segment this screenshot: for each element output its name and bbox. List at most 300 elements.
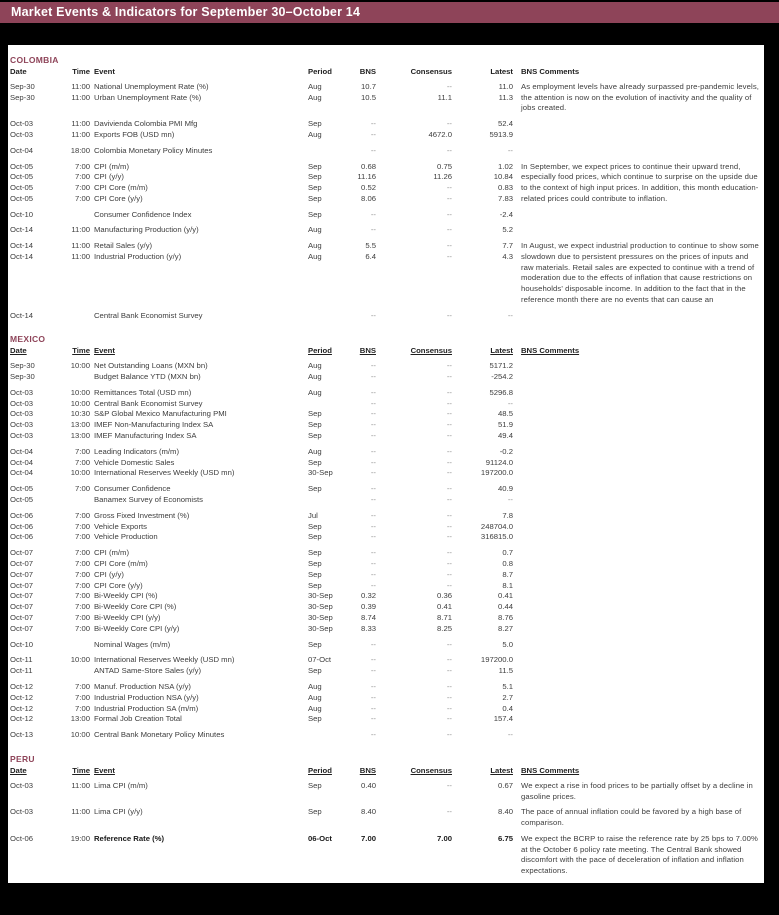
event-row	[10, 468, 513, 479]
cell-period: 30-Sep	[308, 591, 333, 601]
cell-period: Sep	[308, 193, 322, 203]
cell-bns: --	[370, 521, 376, 531]
section-title-peru: PERU	[10, 754, 35, 764]
cell-period	[306, 730, 352, 741]
cell-consensus: --	[446, 521, 452, 531]
event-row	[10, 409, 513, 420]
cell-time: 7:00	[75, 623, 90, 633]
cell-latest: -254.2	[491, 372, 513, 382]
event-rows	[10, 146, 513, 157]
cell-consensus: 8.25	[437, 623, 452, 633]
event-rows	[10, 682, 513, 725]
event-row	[10, 82, 513, 93]
cell-consensus: --	[446, 183, 452, 193]
cell-date: Oct-03	[10, 119, 34, 129]
cell-date: Oct-05	[10, 183, 34, 193]
cell-consensus: 0.75	[437, 161, 452, 171]
cell-latest: 8.7	[502, 569, 513, 579]
cell-time: 7:00	[75, 510, 90, 520]
cell-date: Sep-30	[10, 361, 35, 371]
cell-event: Lima CPI (m/m)	[94, 781, 148, 790]
cell-date: Oct-14	[10, 225, 34, 235]
cell-event: Industrial Production NSA (y/y)	[94, 692, 199, 702]
event-row	[10, 522, 513, 533]
cell-latest: 5.2	[502, 225, 513, 235]
cell-event: Vehicle Production	[94, 532, 158, 542]
cell-consensus: --	[446, 730, 452, 740]
cell-latest: 2.7	[502, 692, 513, 702]
column-header-latest: Latest	[490, 346, 513, 356]
cell-latest: 5.0	[502, 639, 513, 649]
cell-event: Colombia Monetary Policy Minutes	[94, 145, 213, 155]
cell-event: Central Bank Economist Survey	[94, 398, 203, 408]
cell-date: Oct-03	[10, 387, 34, 397]
cell-consensus: --	[446, 559, 452, 569]
event-rows	[10, 388, 513, 442]
cell-period: Aug	[308, 361, 322, 371]
cell-event: Exports FOB (USD mn)	[94, 129, 175, 139]
cell-bns: --	[370, 580, 376, 590]
cell-bns: --	[370, 420, 376, 430]
cell-time: 7:00	[75, 682, 90, 692]
cell-period: Sep	[308, 183, 322, 193]
cell-bns: --	[370, 682, 376, 692]
cell-date: Oct-12	[10, 682, 34, 692]
cell-event: Bi-Weekly Core CPI (%)	[94, 602, 177, 612]
event-rows	[10, 640, 513, 651]
cell-period: Sep	[308, 532, 322, 542]
event-group	[10, 730, 762, 741]
cell-event: Manufacturing Production (y/y)	[94, 225, 199, 235]
cell-period: Sep	[308, 172, 322, 182]
cell-event: Vehicle Domestic Sales	[94, 457, 175, 467]
cell-time: 7:00	[75, 559, 90, 569]
event-row	[10, 834, 513, 845]
cell-time: 7:00	[75, 602, 90, 612]
cell-date: Oct-04	[10, 457, 34, 467]
event-group	[10, 311, 762, 322]
column-header-event: Event	[94, 766, 115, 775]
cell-time: 11:00	[71, 241, 90, 251]
event-row	[10, 714, 513, 725]
cell-latest: 6.75	[498, 833, 513, 843]
cell-bns: --	[370, 559, 376, 569]
cell-latest: 8.40	[498, 807, 513, 817]
event-group	[10, 781, 762, 802]
cell-period: Sep	[308, 559, 322, 569]
cell-latest: --	[507, 730, 513, 740]
cell-bns: --	[370, 666, 376, 676]
cell-consensus: 11.1	[437, 92, 452, 102]
cell-time: 7:00	[75, 580, 90, 590]
column-header-time: Time	[72, 67, 90, 76]
cell-time	[58, 372, 90, 383]
cell-event: Industrial Production SA (m/m)	[94, 703, 199, 713]
event-row	[10, 146, 513, 157]
cell-date: Oct-11	[10, 666, 33, 676]
cell-consensus: --	[446, 209, 452, 219]
bns-comment: We expect the BCRP to raise the reference rate by 25 bps to 7.00% at the October 6 policy rate meeting. The Central Bank showed discomfort with the pace of deceleration of inflation and inflation expectations.	[521, 833, 758, 875]
cell-event: Davivienda Colombia PMI Mfg	[94, 119, 198, 129]
cell-event: Leading Indicators (m/m)	[94, 446, 180, 456]
cell-latest: 49.4	[498, 431, 513, 441]
bns-comment: In August, we expect industrial production to continue to show some slowdown due to persistent pressures on the prices of inputs and raw materials. Retail sales are expected to continue with a trend of moderation due to the effects of inflation that cause restrictions on households' disposable income. In addition to the fact that in the reference month there are no events that can cause an	[521, 241, 759, 304]
cell-period: Aug	[308, 387, 322, 397]
cell-consensus: --	[446, 532, 452, 542]
event-row	[10, 311, 513, 322]
cell-period: Aug	[308, 225, 322, 235]
cell-date: Oct-07	[10, 602, 34, 612]
cell-consensus: --	[446, 655, 452, 665]
cell-bns: --	[370, 372, 376, 382]
cell-time: 7:00	[75, 591, 90, 601]
cell-consensus: 0.41	[437, 602, 452, 612]
cell-time: 10:00	[70, 655, 90, 665]
cell-event: Remittances Total (USD mn)	[94, 387, 192, 397]
cell-date: Oct-12	[10, 692, 34, 702]
cell-time: 10:00	[70, 361, 90, 371]
event-group	[10, 807, 762, 828]
cell-bns: --	[370, 361, 376, 371]
cell-date: Oct-03	[10, 807, 34, 817]
cell-bns: --	[370, 209, 376, 219]
cell-latest: 5296.8	[489, 387, 513, 397]
cell-latest: 91124.0	[485, 457, 513, 467]
cell-consensus: --	[446, 666, 452, 676]
cell-bns: --	[370, 398, 376, 408]
event-row	[10, 781, 513, 792]
event-rows	[10, 655, 513, 677]
cell-event: ANTAD Same-Store Sales (y/y)	[94, 666, 202, 676]
cell-time: 10:30	[70, 409, 90, 419]
cell-period: Sep	[308, 781, 322, 790]
cell-bns: 0.32	[361, 591, 376, 601]
event-rows	[10, 781, 513, 792]
cell-time: 7:00	[75, 484, 90, 494]
cell-time: 7:00	[75, 548, 90, 558]
cell-period	[306, 311, 352, 322]
cell-latest: --	[507, 145, 513, 155]
event-row	[10, 225, 513, 236]
section-colombia	[10, 55, 762, 321]
cell-time: 7:00	[75, 183, 90, 193]
cell-consensus: --	[446, 420, 452, 430]
cell-event: International Reserves Weekly (USD mn)	[94, 655, 235, 665]
section-peru	[10, 754, 762, 877]
cell-consensus: --	[446, 82, 452, 91]
cell-bns: --	[370, 484, 376, 494]
cell-bns: 8.74	[361, 613, 376, 623]
cell-consensus: --	[446, 372, 452, 382]
cell-time	[58, 210, 90, 221]
column-header-time: Time	[72, 346, 90, 356]
cell-period: Sep	[308, 457, 322, 467]
bns-comment: We expect a rise in food prices to be partially offset by a decline in gasoline prices.	[521, 781, 753, 801]
event-row	[10, 591, 513, 602]
cell-time: 7:00	[75, 161, 90, 171]
cell-consensus: --	[446, 468, 452, 478]
cell-time: 13:00	[70, 714, 90, 724]
cell-date: Oct-14	[10, 252, 34, 262]
cell-consensus: 8.71	[437, 613, 452, 623]
cell-bns: 0.68	[361, 161, 376, 171]
cell-date: Oct-05	[10, 495, 34, 505]
event-row	[10, 361, 513, 372]
cell-latest: 11.3	[498, 92, 513, 102]
cell-consensus: --	[446, 225, 452, 235]
cell-consensus: --	[446, 714, 452, 724]
cell-time: 10:00	[70, 468, 90, 478]
cell-bns: 8.33	[361, 623, 376, 633]
cell-bns: --	[370, 145, 376, 155]
cell-latest: --	[507, 495, 513, 505]
cell-date: Oct-14	[10, 310, 34, 320]
cell-latest: 0.67	[498, 781, 513, 790]
cell-period: Jul	[308, 510, 318, 520]
event-rows	[10, 548, 513, 634]
column-header-period: Period	[308, 67, 332, 76]
cell-date: Oct-12	[10, 703, 34, 713]
cell-latest: 0.4	[502, 703, 513, 713]
cell-event: Banamex Survey of Economists	[94, 495, 203, 505]
cell-time: 11:00	[71, 82, 90, 91]
cell-latest: 40.9	[498, 484, 513, 494]
cell-period: Aug	[308, 129, 322, 139]
column-header-latest: Latest	[490, 766, 513, 775]
cell-consensus: --	[446, 431, 452, 441]
cell-event: Formal Job Creation Total	[94, 714, 182, 724]
cell-latest: 197200.0	[480, 468, 513, 478]
cell-latest: 8.76	[498, 613, 513, 623]
cell-latest: 51.9	[498, 420, 513, 430]
cell-period: Sep	[308, 580, 322, 590]
cell-event: S&P Global Mexico Manufacturing PMI	[94, 409, 227, 419]
column-header-latest: Latest	[490, 67, 513, 76]
cell-bns: --	[370, 409, 376, 419]
cell-consensus: --	[446, 703, 452, 713]
cell-bns: --	[370, 310, 376, 320]
cell-time: 11:00	[71, 129, 90, 139]
cell-period: 30-Sep	[308, 602, 333, 612]
cell-period: Aug	[308, 92, 322, 102]
event-row	[10, 241, 513, 252]
cell-consensus: --	[446, 387, 452, 397]
cell-period: Aug	[308, 372, 322, 382]
event-row	[10, 602, 513, 613]
event-rows	[10, 361, 513, 383]
cell-time: 7:00	[75, 532, 90, 542]
cell-bns: --	[370, 703, 376, 713]
column-header-date: Date	[10, 346, 27, 356]
event-row	[10, 666, 513, 677]
cell-consensus: --	[446, 409, 452, 419]
cell-date: Oct-05	[10, 193, 34, 203]
column-header-bns: BNS	[359, 766, 376, 775]
event-group	[10, 548, 762, 634]
cell-date: Oct-07	[10, 548, 34, 558]
column-header-row	[10, 345, 762, 356]
cell-period: Sep	[308, 119, 322, 129]
event-group	[10, 241, 762, 305]
cell-time: 7:00	[75, 703, 90, 713]
cell-date: Oct-11	[10, 655, 33, 665]
cell-latest: 8.1	[502, 580, 513, 590]
cell-bns: --	[370, 510, 376, 520]
cell-bns: --	[370, 129, 376, 139]
bns-comment: In September, we expect prices to continue their upward trend, especially food prices, which continue to surprise on the upside due to the context of high input prices. In addition, this month education-related prices could contribute to inflation.	[521, 161, 759, 203]
event-rows	[10, 225, 513, 236]
cell-bns: 6.4	[365, 252, 376, 262]
cell-latest: 5171.2	[489, 361, 513, 371]
cell-date: Oct-06	[10, 532, 34, 542]
cell-event: CPI (y/y)	[94, 172, 124, 182]
cell-event: Budget Balance YTD (MXN bn)	[94, 372, 201, 382]
cell-bns: 0.52	[361, 183, 376, 193]
cell-bns: --	[370, 532, 376, 542]
event-row	[10, 532, 513, 543]
event-rows	[10, 730, 513, 741]
event-row	[10, 613, 513, 624]
cell-date: Oct-10	[10, 639, 34, 649]
event-group	[10, 447, 762, 479]
cell-consensus: --	[446, 510, 452, 520]
cell-latest: 0.83	[498, 183, 513, 193]
event-rows	[10, 210, 513, 221]
event-row	[10, 399, 513, 410]
cell-consensus: --	[446, 484, 452, 494]
event-row	[10, 570, 513, 581]
event-row	[10, 484, 513, 495]
cell-period: Aug	[308, 252, 322, 262]
cell-period: Sep	[308, 639, 322, 649]
cell-consensus: --	[446, 310, 452, 320]
cell-bns: --	[370, 655, 376, 665]
cell-latest: --	[507, 398, 513, 408]
cell-latest: 248704.0	[480, 521, 513, 531]
cell-latest: 7.83	[498, 193, 513, 203]
bns-comment: The pace of annual inflation could be favored by a high base of comparison.	[521, 807, 742, 828]
column-header-row	[10, 765, 762, 776]
cell-bns: 5.5	[365, 241, 376, 251]
cell-period: Aug	[308, 682, 322, 692]
cell-event: Consumer Confidence Index	[94, 209, 192, 219]
cell-latest: 0.44	[498, 602, 513, 612]
event-row	[10, 581, 513, 592]
event-group	[10, 682, 762, 725]
cell-period: Sep	[308, 161, 322, 171]
cell-consensus: 4672.0	[428, 129, 452, 139]
cell-event: Manuf. Production NSA (y/y)	[94, 682, 191, 692]
cell-bns: 0.39	[361, 602, 376, 612]
cell-event: Bi-Weekly CPI (%)	[94, 591, 158, 601]
event-row	[10, 93, 513, 104]
cell-period	[306, 146, 352, 157]
cell-consensus: --	[446, 119, 452, 129]
cell-time	[58, 666, 90, 677]
cell-date: Oct-06	[10, 510, 34, 520]
cell-date: Oct-07	[10, 613, 34, 623]
cell-consensus: --	[446, 548, 452, 558]
event-row	[10, 624, 513, 635]
cell-date: Oct-12	[10, 714, 34, 724]
cell-consensus: 11.26	[433, 172, 452, 182]
cell-event: Reference Rate (%)	[94, 833, 165, 843]
cell-event: Bi-Weekly CPI (y/y)	[94, 613, 161, 623]
cell-consensus: --	[446, 692, 452, 702]
cell-event: International Reserves Weekly (USD mn)	[94, 468, 235, 478]
cell-time: 7:00	[75, 457, 90, 467]
cell-date: Oct-03	[10, 781, 34, 790]
cell-date: Sep-30	[10, 92, 35, 102]
cell-latest: 0.7	[502, 548, 513, 558]
cell-date: Sep-30	[10, 82, 35, 91]
cell-latest: -2.4	[499, 209, 513, 219]
event-group	[10, 834, 762, 877]
column-header-bns: BNS	[359, 67, 376, 76]
event-row	[10, 447, 513, 458]
section-title-mexico: MEXICO	[10, 334, 46, 345]
cell-date: Oct-05	[10, 484, 34, 494]
cell-period: 30-Sep	[308, 623, 333, 633]
cell-period: Sep	[308, 714, 322, 724]
cell-latest: 157.4	[493, 714, 513, 724]
cell-latest: 0.41	[498, 591, 513, 601]
event-row	[10, 194, 513, 205]
cell-date: Oct-03	[10, 409, 34, 419]
cell-period: Aug	[308, 241, 322, 251]
cell-period: Sep	[308, 548, 322, 558]
cell-latest: 5913.9	[489, 129, 513, 139]
cell-time: 11:00	[71, 92, 90, 102]
cell-time: 7:00	[75, 193, 90, 203]
event-row	[10, 130, 513, 141]
cell-latest: 11.5	[498, 666, 513, 676]
column-header-grid	[10, 765, 513, 776]
cell-latest: 0.8	[502, 559, 513, 569]
cell-time: 7:00	[75, 172, 90, 182]
cell-date: Oct-04	[10, 446, 34, 456]
cell-date: Oct-06	[10, 521, 34, 531]
cell-bns: --	[370, 730, 376, 740]
cell-period: Aug	[308, 703, 322, 713]
column-header-date: Date	[10, 67, 27, 76]
cell-event: CPI (m/m)	[94, 548, 130, 558]
cell-event: CPI Core (y/y)	[94, 580, 143, 590]
cell-bns: --	[370, 431, 376, 441]
column-header-period: Period	[308, 766, 332, 775]
cell-time	[58, 311, 90, 322]
event-row	[10, 730, 513, 741]
cell-event: CPI (y/y)	[94, 569, 124, 579]
column-header-grid	[10, 345, 513, 356]
cell-bns: --	[370, 446, 376, 456]
cell-event: Central Bank Monetary Policy Minutes	[94, 730, 225, 740]
cell-period: Sep	[308, 666, 322, 676]
column-header-consensus: Consensus	[410, 67, 452, 76]
cell-period: Sep	[308, 484, 322, 494]
event-row	[10, 807, 513, 818]
cell-bns: --	[370, 468, 376, 478]
event-row	[10, 682, 513, 693]
event-group	[10, 119, 762, 141]
cell-event: Nominal Wages (m/m)	[94, 639, 171, 649]
cell-period: Sep	[308, 420, 322, 430]
cell-date: Oct-04	[10, 145, 34, 155]
cell-event: IMEF Non-Manufacturing Index SA	[94, 420, 214, 430]
cell-event: Consumer Confidence	[94, 484, 171, 494]
cell-bns: --	[370, 495, 376, 505]
cell-bns: --	[370, 119, 376, 129]
